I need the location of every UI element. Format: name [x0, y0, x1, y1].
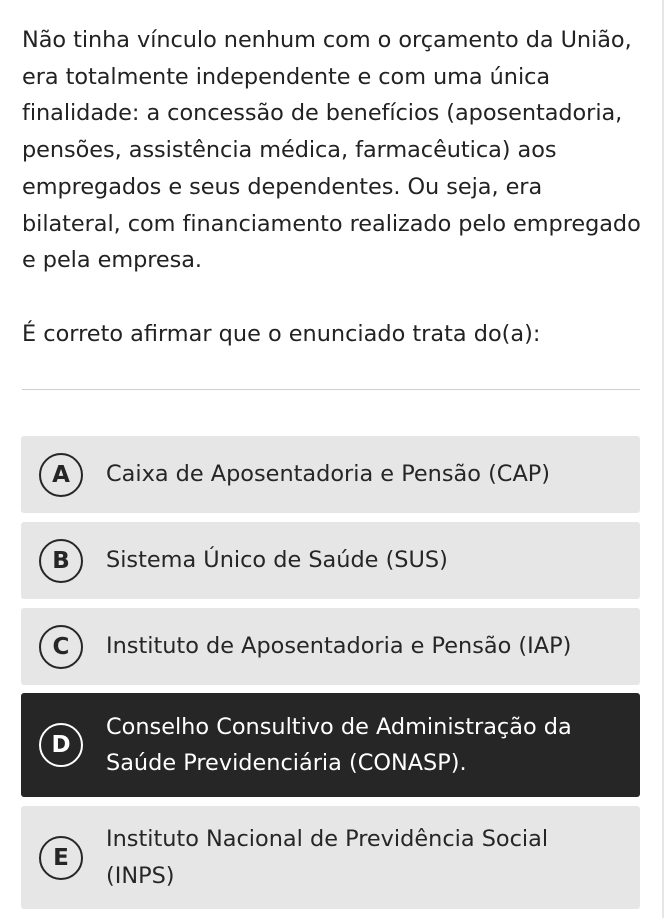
option-letter-c: C — [39, 625, 83, 669]
option-letter-e: E — [39, 836, 83, 880]
option-e[interactable] — [21, 806, 640, 909]
question-prompt: É correto afirmar que o enunciado trata do(a): — [22, 321, 541, 347]
option-text-b: Sistema Único de Saúde (SUS) — [106, 547, 448, 574]
option-letter-a: A — [39, 453, 83, 497]
option-a[interactable] — [21, 436, 640, 513]
option-text-a: Caixa de Aposentadoria e Pensão (CAP) — [106, 461, 550, 488]
option-text-c: Instituto de Aposentadoria e Pensão (IAP) — [106, 633, 572, 660]
question-text: Não tinha vínculo nenhum com o orçamento da União, era totalmente independente e com uma única finalidade: a concessão de benefícios (aposentadoria, pensões, assistência médica, farmacêutica) aos empregados e seus dependentes. Ou seja, era bilateral, com financiamento realizado pelo empregado e pela empresa. — [22, 27, 641, 274]
option-b[interactable] — [21, 522, 640, 599]
option-text-d: Conselho Consultivo de Administração da Saúde Previdenciária (CONASP). — [106, 713, 572, 776]
option-letter-d: D — [39, 723, 83, 767]
option-letter-b: B — [39, 539, 83, 583]
option-d[interactable] — [21, 693, 640, 797]
option-c[interactable] — [21, 608, 640, 685]
divider — [22, 389, 640, 390]
option-text-e: Instituto Nacional de Previdência Social (INPS) — [106, 826, 549, 889]
